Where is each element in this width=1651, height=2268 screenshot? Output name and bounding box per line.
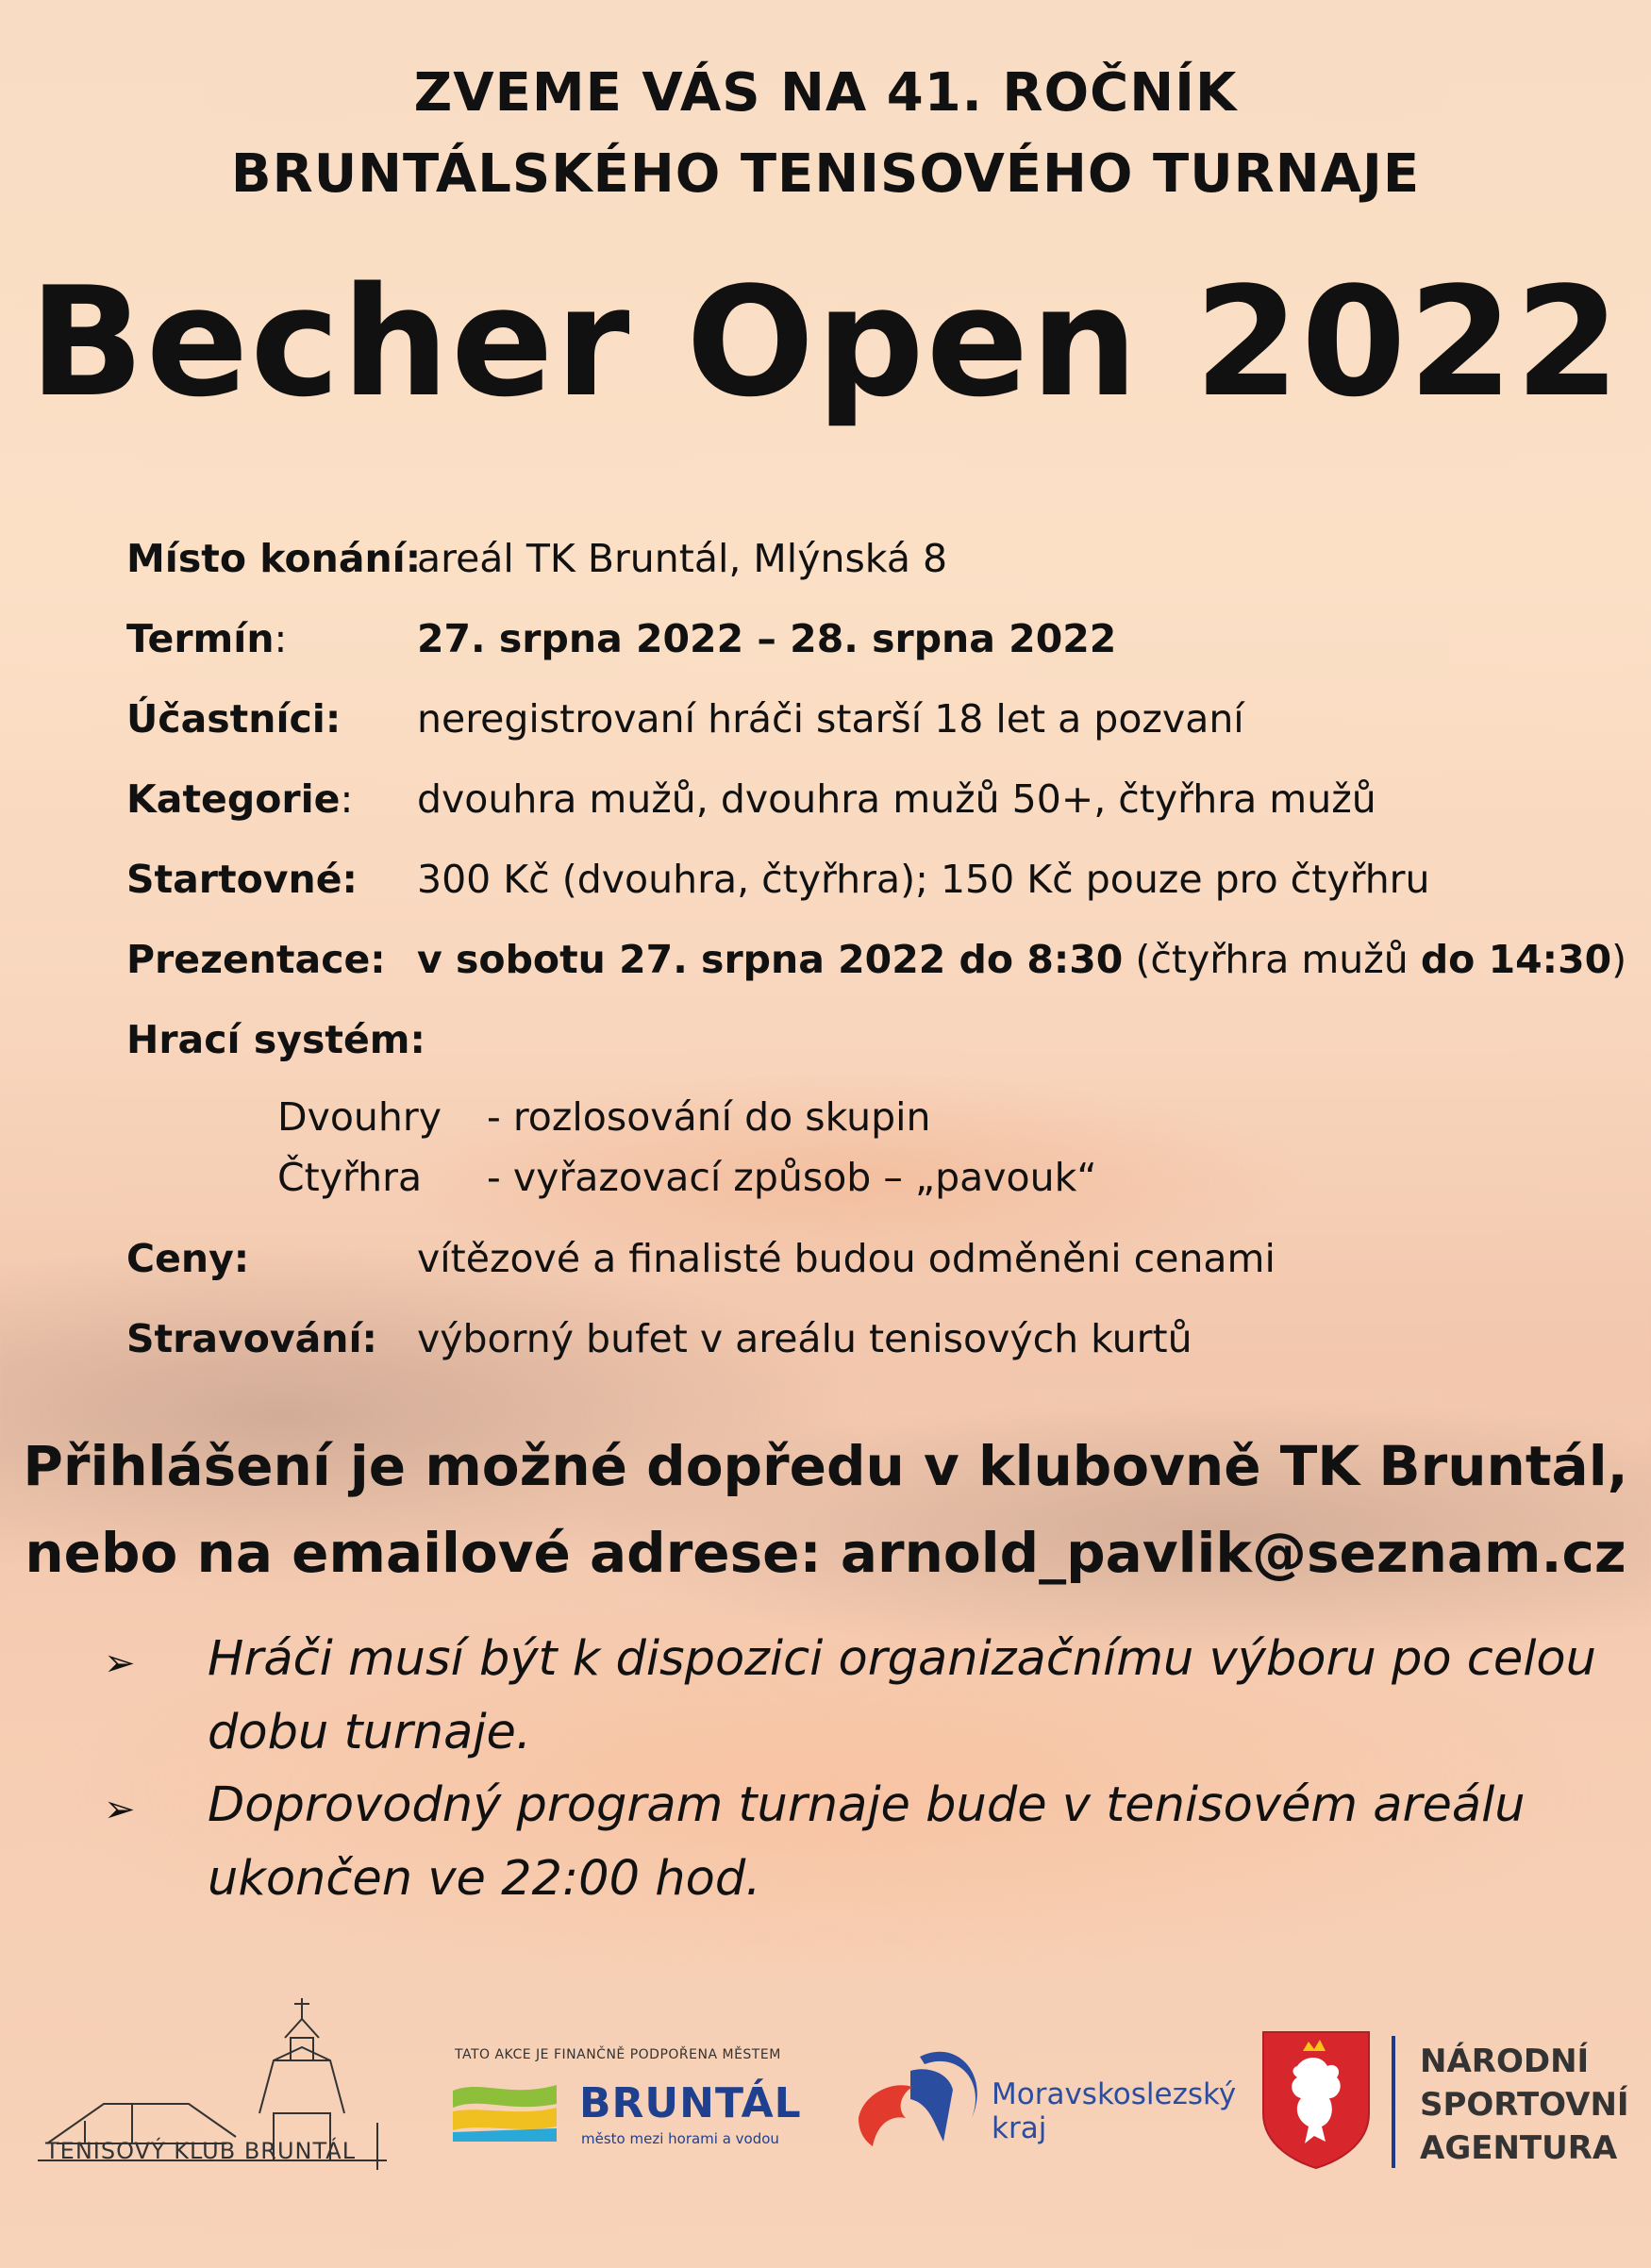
venue-value: areál TK Bruntál, Mlýnská 8: [417, 536, 948, 581]
registration-line-2: nebo na emailové adrese: arnold_pavlik@seznam.cz: [25, 1521, 1626, 1585]
note-item-1: [104, 1623, 1594, 1774]
system-doubles-desc: - vyřazovací způsob – „pavouk“: [487, 1155, 1097, 1200]
agency-name-line-1: NÁRODNÍ: [1420, 2043, 1590, 2080]
fee-label: Startovné:: [126, 857, 358, 902]
agency-name: [1420, 2040, 1629, 2170]
agency-name-line-2: SPORTOVNÍ: [1420, 2086, 1629, 2124]
date-value: 27. srpna 2022 – 28. srpna 2022: [417, 616, 1117, 661]
system-singles-desc: - rozlosování do skupin: [487, 1094, 931, 1140]
region-name-line-1: Moravskoslezský: [992, 2077, 1237, 2111]
agency-name-line-3: AGENTURA: [1420, 2129, 1618, 2167]
participants-value: neregistrovaní hráči starší 18 let a pozvaní: [417, 696, 1244, 742]
club-name: TENISOVÝ KLUB BRUNTÁL: [45, 2138, 357, 2164]
page-title: Becher Open 2022: [28, 254, 1623, 430]
presentation-value: v sobotu 27. srpna 2022 do 8:30 (čtyřhra mužů do 14:30): [417, 937, 1627, 982]
food-label: Stravování:: [126, 1316, 377, 1361]
system-doubles: Čtyřhra: [277, 1155, 423, 1200]
tennis-club-logo: [38, 1981, 387, 2179]
arrow-bullet-icon: ➢: [104, 1788, 136, 1831]
narodni-sportovni-agentura-logo: [1259, 2028, 1637, 2170]
note-text: Hráči musí být k dispozici organizačnímu výboru po celou dobu turnaje.: [208, 1631, 1596, 1760]
food-value: výborný bufet v areálu tenisových kurtů: [417, 1316, 1192, 1361]
moravskoslezsky-kraj-logo: [854, 2028, 1241, 2170]
bruntal-tagline: město mezi horami a vodou: [581, 2130, 779, 2147]
system-label: Hrací systém:: [126, 1017, 425, 1062]
registration-line-1: Přihlášení je možné dopředu v klubovně TK Bruntál,: [23, 1434, 1628, 1498]
bruntal-name: BRUNTÁL: [579, 2079, 802, 2127]
czech-lion-shield-icon: [1259, 2028, 1373, 2170]
note-item-2: [104, 1769, 1594, 1920]
presentation-label: Prezentace:: [126, 937, 386, 982]
system-singles: Dvouhry: [277, 1094, 442, 1140]
bruntal-logo: [453, 2047, 811, 2151]
invitation-line: ZVEME VÁS NA 41. ROČNÍK: [413, 62, 1238, 124]
arrow-bullet-icon: ➢: [104, 1642, 136, 1685]
region-emblem-icon: [854, 2028, 995, 2160]
bruntal-caption: TATO AKCE JE FINANČNĚ PODPOŘENA MĚSTEM: [455, 2047, 781, 2062]
fee-value: 300 Kč (dvouhra, čtyřhra); 150 Kč pouze pro čtyřhru: [417, 857, 1430, 902]
agency-divider: [1392, 2036, 1395, 2168]
region-name-line-2: kraj: [992, 2111, 1047, 2145]
note-text: Doprovodný program turnaje bude v tenisovém areálu ukončen ve 22:00 hod.: [208, 1777, 1526, 1907]
category-label: Kategorie:: [126, 776, 354, 822]
participants-label: Účastníci:: [126, 696, 342, 742]
prizes-value: vítězové a finalisté budou odměněni cenami: [417, 1236, 1276, 1281]
venue-label: Místo konání:: [126, 536, 422, 581]
category-value: dvouhra mužů, dvouhra mužů 50+, čtyřhra mužů: [417, 776, 1376, 822]
tournament-line: BRUNTÁLSKÉHO TENISOVÉHO TURNAJE: [230, 143, 1421, 205]
bruntal-waves-icon: [453, 2079, 557, 2145]
date-label: Termín:: [126, 616, 288, 661]
prizes-label: Ceny:: [126, 1236, 250, 1281]
